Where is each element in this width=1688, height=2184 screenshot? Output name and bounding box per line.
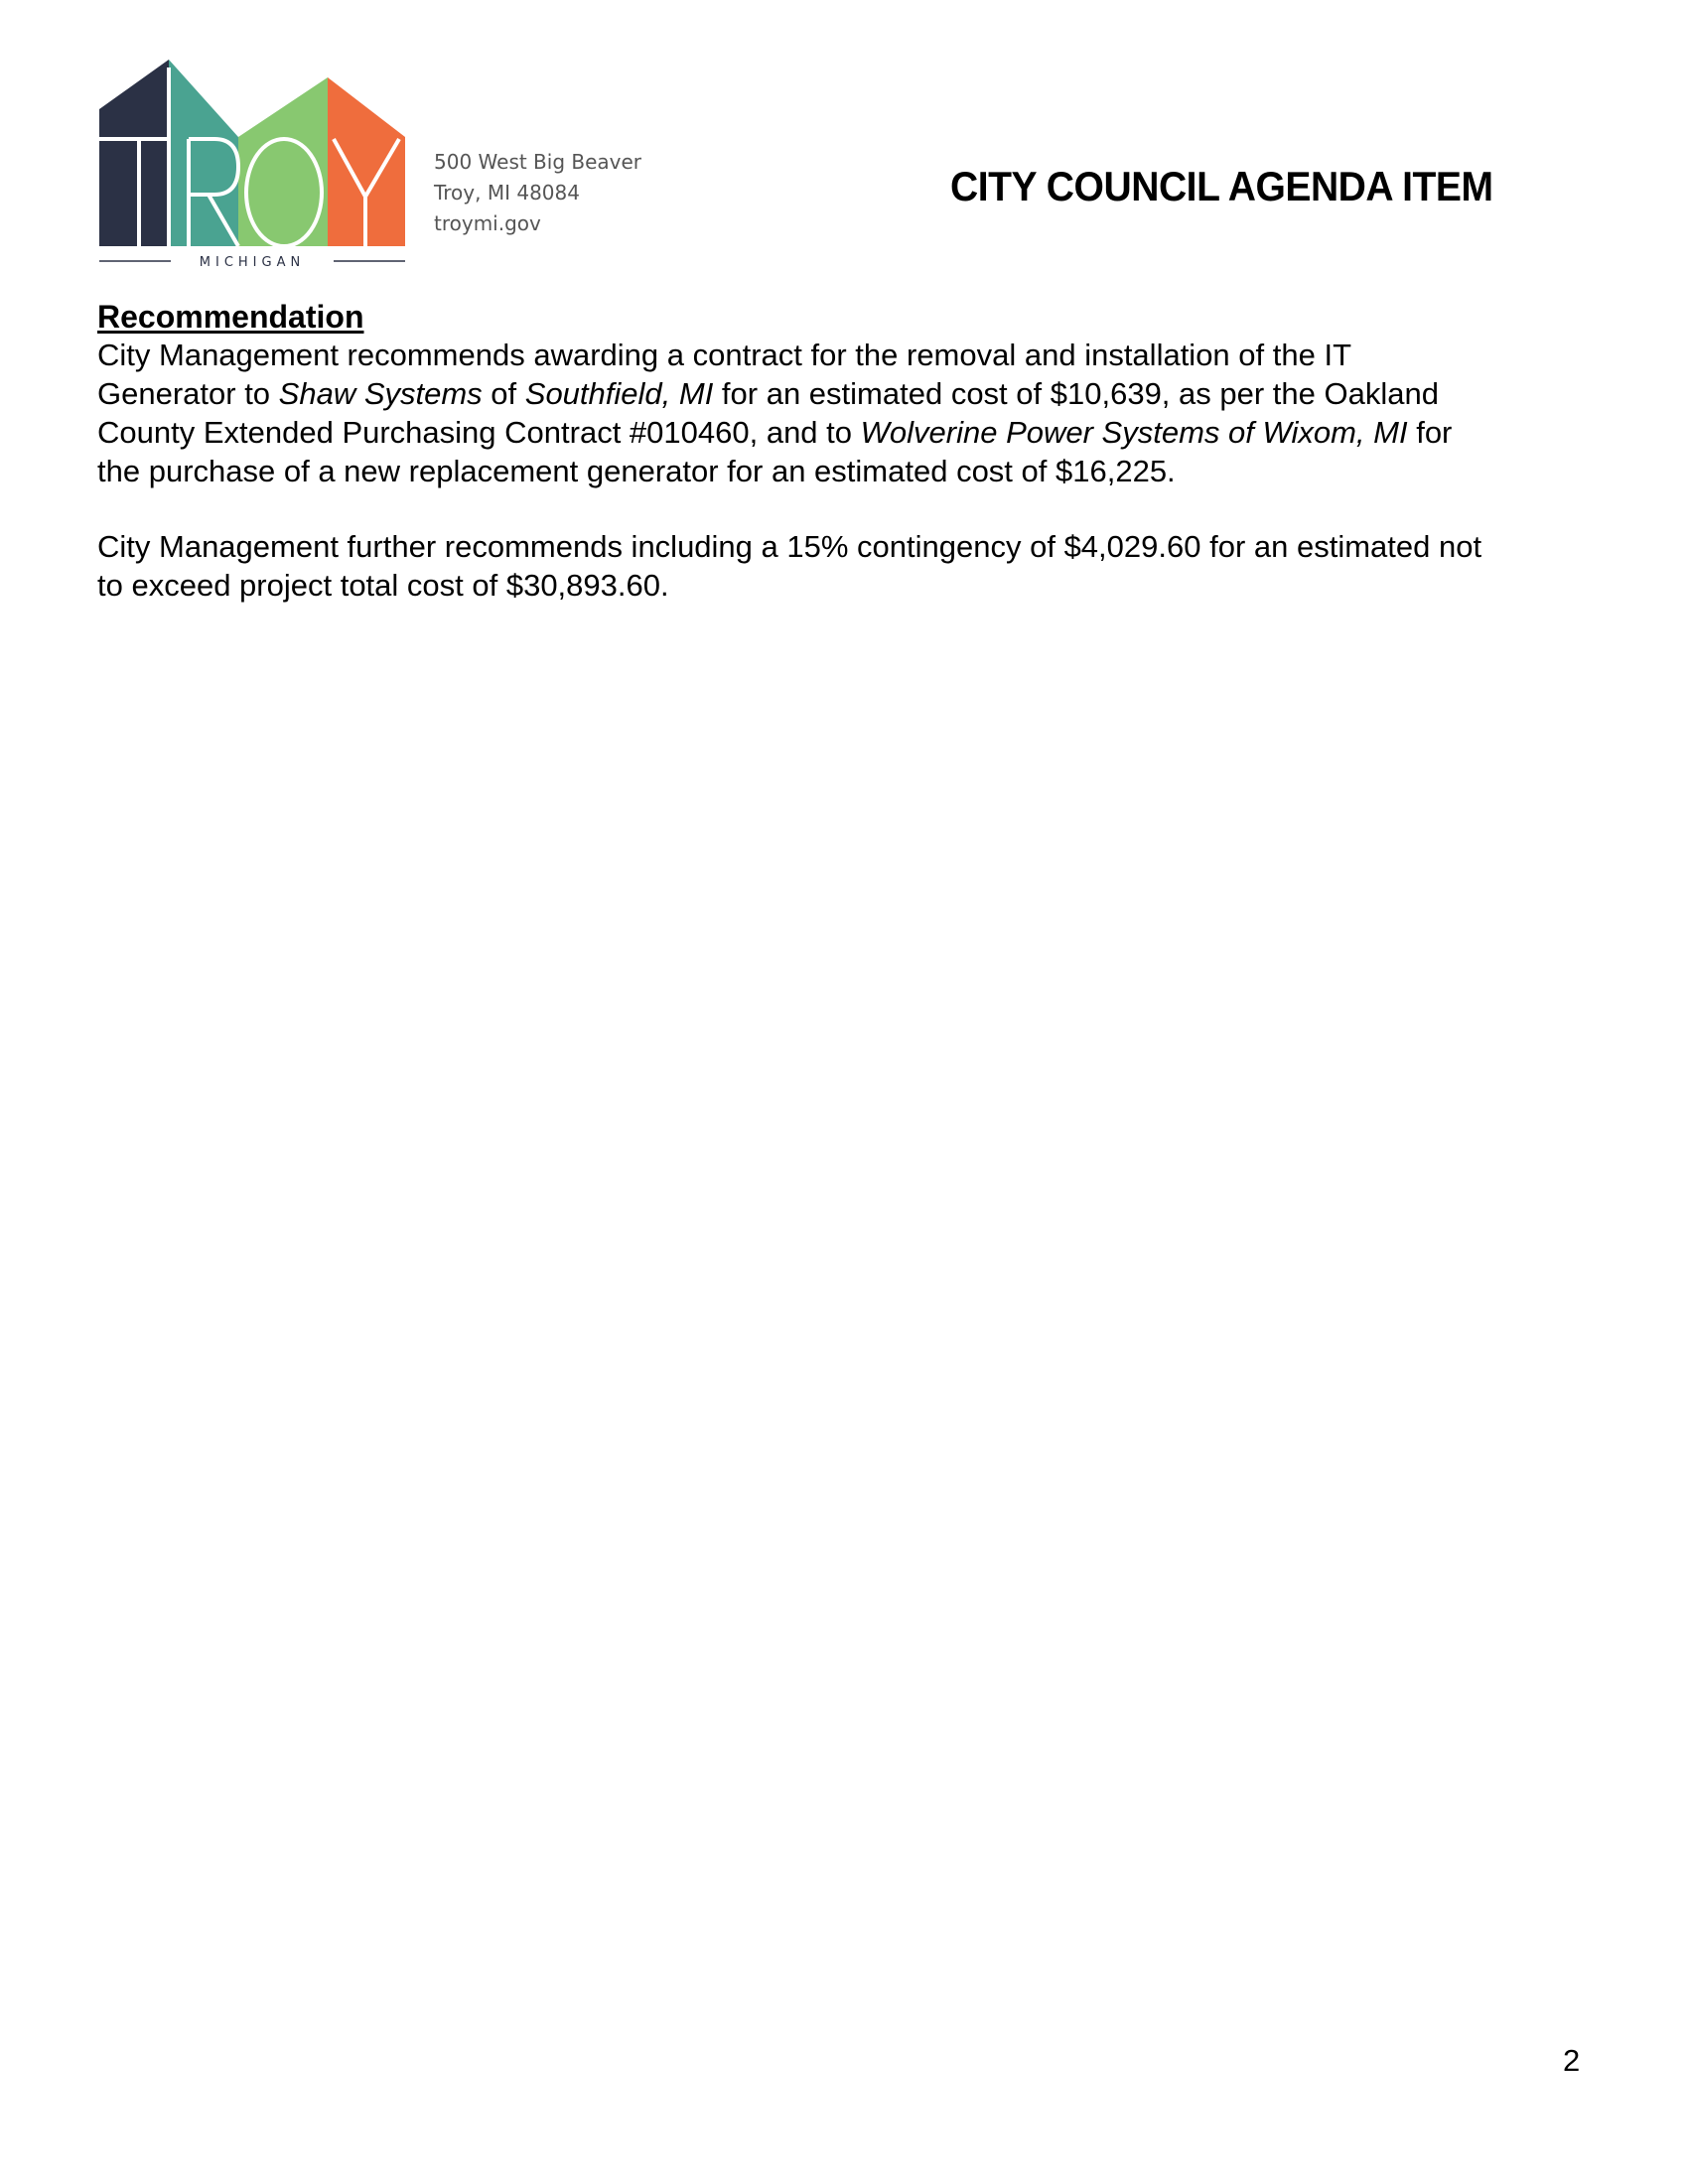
text-run: to exceed project total cost of $30,893.60. bbox=[97, 568, 669, 603]
paragraph-line bbox=[97, 413, 1607, 452]
recommendation-paragraph-2 bbox=[97, 527, 1607, 605]
logo-subtext: MICHIGAN bbox=[199, 255, 306, 270]
text-run: County Extended Purchasing Contract #010460, and to bbox=[97, 415, 861, 450]
recommendation-section bbox=[97, 298, 1607, 605]
paragraph-line bbox=[97, 452, 1607, 490]
text-run: of bbox=[482, 376, 525, 411]
page-title: CITY COUNCIL AGENDA ITEM bbox=[950, 163, 1493, 209]
text-run: the purchase of a new replacement generator for an estimated cost of $16,225. bbox=[97, 454, 1176, 488]
page-number: 2 bbox=[1563, 2043, 1581, 2078]
text-run: Generator to bbox=[97, 376, 279, 411]
address-street: 500 West Big Beaver bbox=[434, 150, 642, 174]
text-run: City Management further recommends including a 15% contingency of $4,029.60 for an estimated not bbox=[97, 529, 1482, 564]
address-block bbox=[434, 147, 641, 239]
text-run: for bbox=[1407, 415, 1453, 450]
section-heading: Recommendation bbox=[97, 299, 364, 335]
vendor-location: Southfield, MI bbox=[524, 376, 714, 411]
troy-logo bbox=[97, 58, 405, 271]
website-link[interactable]: troymi.gov bbox=[434, 211, 541, 235]
address-city: Troy, MI 48084 bbox=[434, 181, 580, 205]
paragraph-line bbox=[97, 374, 1607, 413]
vendor-name: Shaw Systems bbox=[278, 376, 483, 411]
recommendation-paragraph-1 bbox=[97, 336, 1607, 490]
paragraph-line bbox=[97, 336, 1607, 374]
text-run: City Management recommends awarding a contract for the removal and installation of the IT bbox=[97, 338, 1352, 372]
vendor-name: Wolverine Power Systems of Wixom, MI bbox=[860, 415, 1408, 450]
paragraph-line bbox=[97, 566, 1607, 605]
paragraph-line bbox=[97, 527, 1607, 566]
troy-logo-graphic bbox=[97, 58, 405, 271]
text-run: for an estimated cost of $10,639, as per the Oakland bbox=[713, 376, 1439, 411]
